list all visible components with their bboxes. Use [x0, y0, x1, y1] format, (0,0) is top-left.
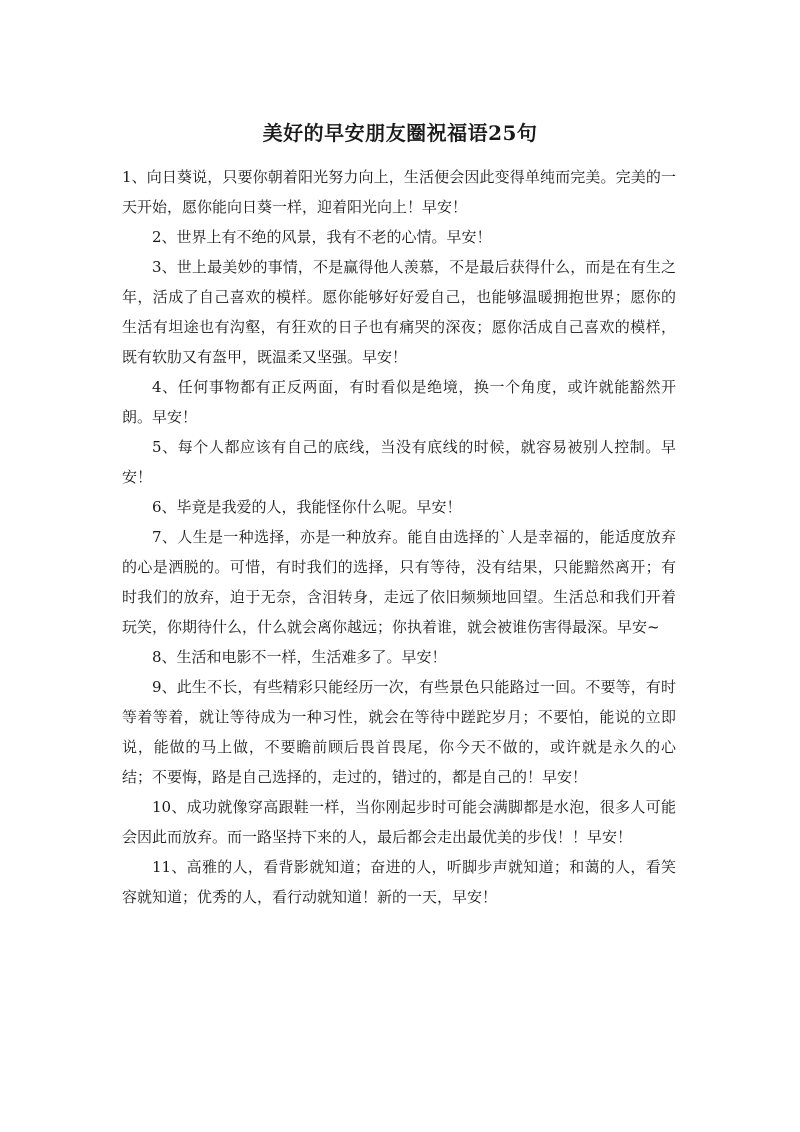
paragraph-10: 10、成功就像穿高跟鞋一样，当你刚起步时可能会满脚都是水泡，很多人可能会因此而放弃。而一路坚持下来的人，最后都会走出最优美的步伐！！早安！ — [122, 798, 676, 846]
paragraph-1: 1、向日葵说，只要你朝着阳光努力向上，生活便会因此变得单纯而完美。完美的一天开始，愿你能向日葵一样，迎着阳光向上！早安！ — [122, 168, 676, 216]
paragraph-9: 9、此生不长，有些精彩只能经历一次，有些景色只能路过一回。不要等，有时等着等着，就让等待成为一种习性，就会在等待中蹉跎岁月；不要怕，能说的立即说，能做的马上做，不要瞻前顾后畏首畏尾，你今天不做的，或许就是永久的心结；不要悔，路是自己选择的，走过的，错过的，都是自己的！早安！ — [122, 678, 676, 786]
document-title: 美好的早安朋友圈祝福语25句 — [262, 121, 538, 145]
paragraph-6: 6、毕竟是我爱的人，我能怪你什么呢。早安！ — [152, 498, 462, 516]
paragraph-11: 11、高雅的人，看背影就知道；奋进的人，听脚步声就知道；和蔼的人，看笑容就知道；优秀的人，看行动就知道！新的一天，早安！ — [122, 858, 676, 906]
paragraph-3: 3、世上最美妙的事情，不是赢得他人羡慕，不是最后获得什么，而是在有生之年，活成了自己喜欢的模样。愿你能够好好爱自己，也能够温暖拥抱世界；愿你的生活有坦途也有沟壑，有狂欢的日子也有痛哭的深夜；愿你活成自己喜欢的模样，既有软肋又有盔甲，既温柔又坚强。早安！ — [122, 258, 676, 366]
document-body — [122, 162, 676, 912]
paragraph-8: 8、生活和电影不一样，生活难多了。早安！ — [152, 648, 447, 666]
paragraph-7: 7、人生是一种选择，亦是一种放弃。能自由选择的`人是幸福的，能适度放弃的心是洒脱的。可惜，有时我们的选择，只有等待，没有结果，只能黯然离开；有时我们的放弃，迫于无奈，含泪转身，走远了依旧频频地回望。生活总和我们开着玩笑，你期待什么，什么就会离你越远；你执着谁，就会被谁伤害得最深。早安~ — [122, 528, 676, 636]
paragraph-4: 4、任何事物都有正反两面，有时看似是绝境，换一个角度，或许就能豁然开朗。早安！ — [122, 378, 676, 426]
paragraph-2: 2、世界上有不绝的风景，我有不老的心情。早安！ — [152, 228, 492, 246]
paragraph-5: 5、每个人都应该有自己的底线，当没有底线的时候，就容易被别人控制。早安！ — [122, 438, 676, 486]
